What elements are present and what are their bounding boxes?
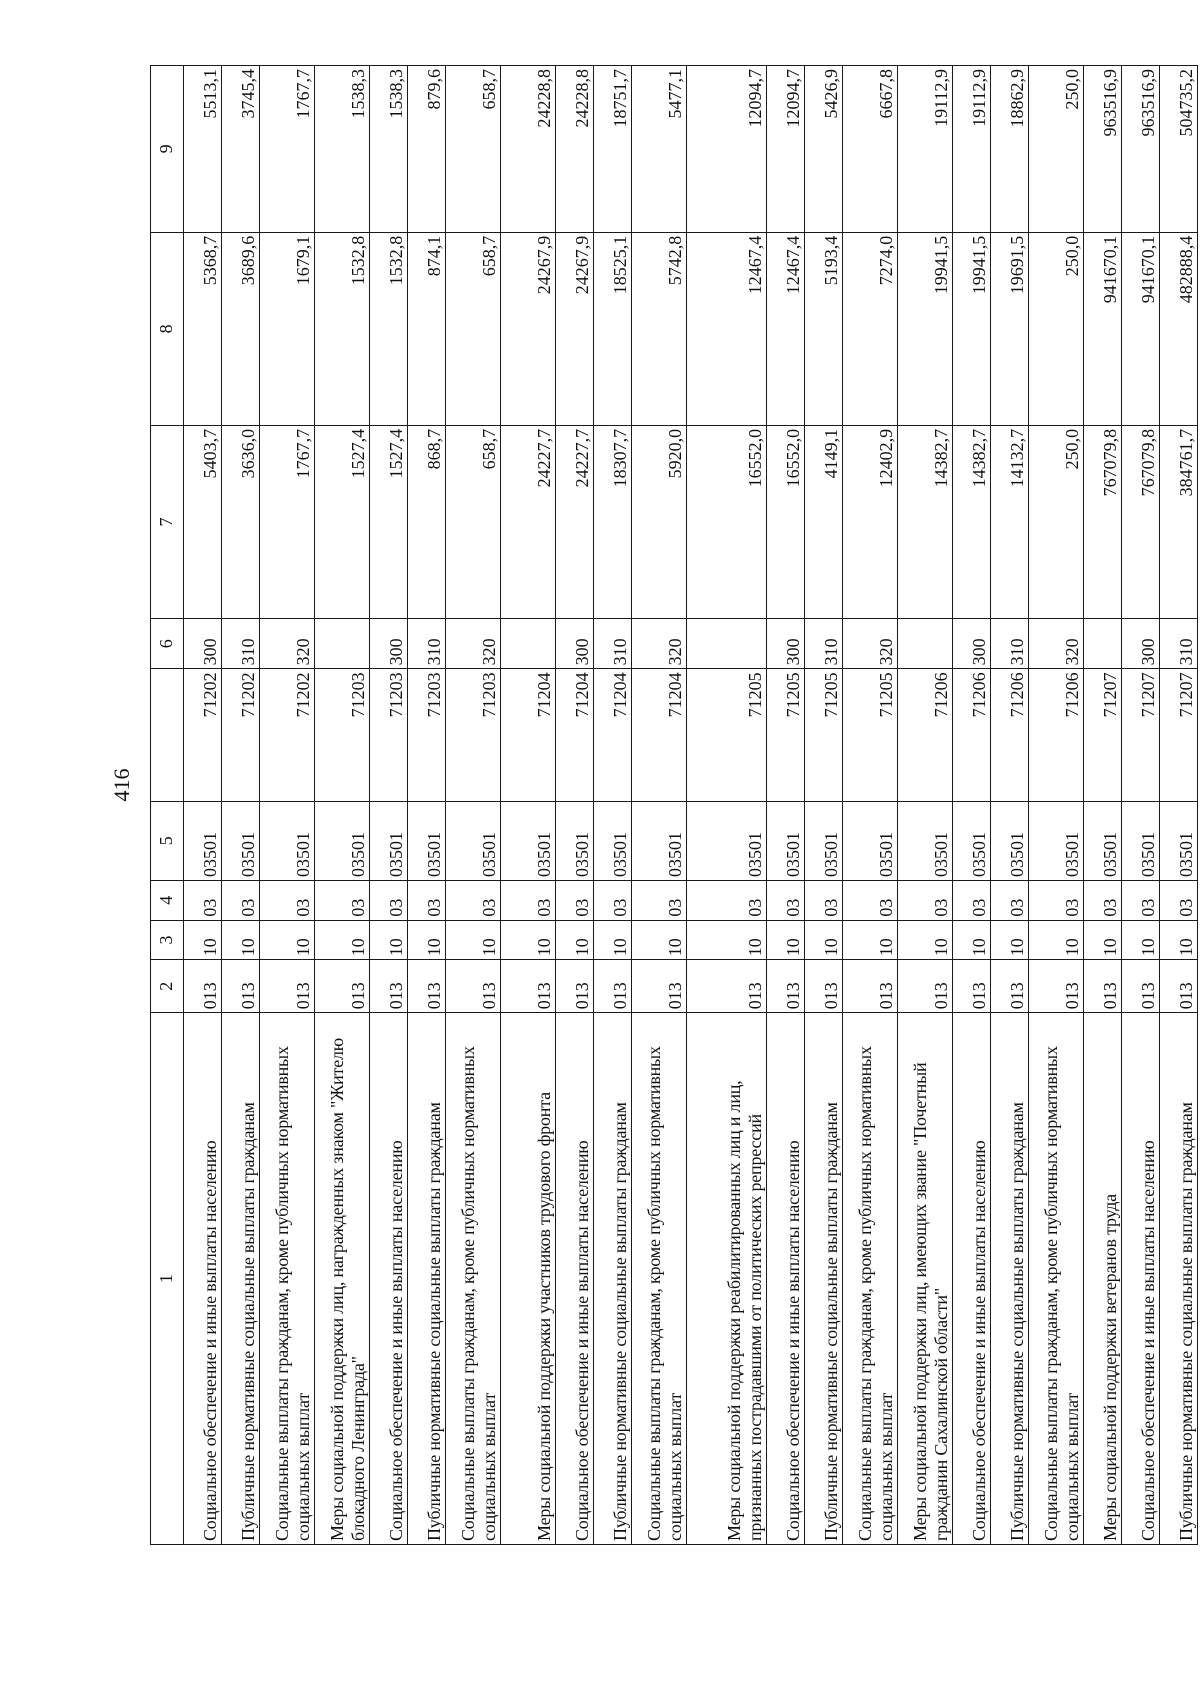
grbs-cell: 013 xyxy=(898,960,953,1013)
row-name-cell: Социальное обеспечение и иные выплаты населению xyxy=(767,1013,805,1545)
amount-year3-cell: 19112,9 xyxy=(898,66,953,233)
row-name-cell: Социальные выплаты гражданам, кроме публичных нормативных социальных выплат xyxy=(843,1013,898,1545)
amount-year2-cell: 5193,4 xyxy=(805,232,843,425)
grbs-cell: 013 xyxy=(632,960,687,1013)
target-article-cell: 71207 xyxy=(1084,669,1122,801)
amount-year2-cell: 1532,8 xyxy=(370,232,408,425)
section-cell: 10 xyxy=(556,920,594,960)
program-cell: 03501 xyxy=(315,801,370,880)
column-header-10: 9 xyxy=(151,66,184,233)
subsection-cell: 03 xyxy=(408,880,446,920)
program-cell: 03501 xyxy=(632,801,687,880)
expense-type-cell: 320 xyxy=(632,619,687,669)
amount-year1-cell: 14382,7 xyxy=(953,425,991,618)
target-article-cell: 71205 xyxy=(687,669,767,801)
subsection-cell: 03 xyxy=(805,880,843,920)
table-row xyxy=(991,66,1029,1545)
grbs-cell: 013 xyxy=(1029,960,1084,1013)
amount-year2-cell: 12467,4 xyxy=(687,232,767,425)
table-row xyxy=(687,66,767,1545)
grbs-cell: 013 xyxy=(446,960,501,1013)
grbs-cell: 013 xyxy=(315,960,370,1013)
table-row xyxy=(1029,66,1084,1545)
amount-year3-cell: 1538,3 xyxy=(370,66,408,233)
target-article-cell: 71206 xyxy=(991,669,1029,801)
amount-year2-cell: 941670,1 xyxy=(1122,232,1160,425)
column-header-4: 4 xyxy=(151,880,184,920)
grbs-cell: 013 xyxy=(1084,960,1122,1013)
expense-type-cell: 300 xyxy=(556,619,594,669)
subsection-cell: 03 xyxy=(898,880,953,920)
amount-year3-cell: 24228,8 xyxy=(501,66,556,233)
amount-year1-cell: 767079,8 xyxy=(1084,425,1122,618)
expense-type-cell: 310 xyxy=(805,619,843,669)
target-article-cell: 71203 xyxy=(408,669,446,801)
column-header-8: 7 xyxy=(151,425,184,618)
subsection-cell: 03 xyxy=(1160,880,1198,920)
amount-year1-cell: 5920,0 xyxy=(632,425,687,618)
program-cell: 03501 xyxy=(843,801,898,880)
program-cell: 03501 xyxy=(1029,801,1084,880)
amount-year1-cell: 658,7 xyxy=(446,425,501,618)
expense-type-cell xyxy=(898,619,953,669)
table-row xyxy=(805,66,843,1545)
program-cell: 03501 xyxy=(501,801,556,880)
column-header-9: 8 xyxy=(151,232,184,425)
subsection-cell: 03 xyxy=(767,880,805,920)
column-header-2: 2 xyxy=(151,960,184,1013)
program-cell: 03501 xyxy=(687,801,767,880)
column-header-7: 6 xyxy=(151,619,184,669)
row-name-cell: Социальные выплаты гражданам, кроме публичных нормативных социальных выплат xyxy=(632,1013,687,1545)
grbs-cell: 013 xyxy=(1122,960,1160,1013)
subsection-cell: 03 xyxy=(501,880,556,920)
expense-type-cell xyxy=(1084,619,1122,669)
expense-type-cell xyxy=(501,619,556,669)
amount-year3-cell: 5477,1 xyxy=(632,66,687,233)
header-row xyxy=(151,66,184,1545)
expense-type-cell: 320 xyxy=(446,619,501,669)
grbs-cell: 013 xyxy=(370,960,408,1013)
row-name-cell: Публичные нормативные социальные выплаты гражданам xyxy=(594,1013,632,1545)
amount-year2-cell: 12467,4 xyxy=(767,232,805,425)
amount-year2-cell: 19691,5 xyxy=(991,232,1029,425)
amount-year2-cell: 1679,1 xyxy=(260,232,315,425)
section-cell: 10 xyxy=(370,920,408,960)
target-article-cell: 71204 xyxy=(501,669,556,801)
amount-year3-cell: 963516,9 xyxy=(1084,66,1122,233)
amount-year2-cell: 7274,0 xyxy=(843,232,898,425)
row-name-cell: Публичные нормативные социальные выплаты гражданам xyxy=(408,1013,446,1545)
grbs-cell: 013 xyxy=(1160,960,1198,1013)
amount-year3-cell: 963516,9 xyxy=(1122,66,1160,233)
expense-type-cell: 320 xyxy=(843,619,898,669)
amount-year2-cell: 941670,1 xyxy=(1084,232,1122,425)
grbs-cell: 013 xyxy=(556,960,594,1013)
amount-year2-cell: 1532,8 xyxy=(315,232,370,425)
rotated-table-container xyxy=(150,65,1196,1545)
subsection-cell: 03 xyxy=(1084,880,1122,920)
table-row xyxy=(556,66,594,1545)
program-cell: 03501 xyxy=(953,801,991,880)
section-cell: 10 xyxy=(1122,920,1160,960)
amount-year1-cell: 16552,0 xyxy=(767,425,805,618)
amount-year3-cell: 24228,8 xyxy=(556,66,594,233)
expense-type-cell: 320 xyxy=(1029,619,1084,669)
amount-year1-cell: 14132,7 xyxy=(991,425,1029,618)
subsection-cell: 03 xyxy=(953,880,991,920)
subsection-cell: 03 xyxy=(446,880,501,920)
column-header-6 xyxy=(151,669,184,801)
table-header xyxy=(151,66,184,1545)
amount-year2-cell: 19941,5 xyxy=(953,232,991,425)
table-row xyxy=(1122,66,1160,1545)
target-article-cell: 71206 xyxy=(898,669,953,801)
expense-type-cell xyxy=(315,619,370,669)
amount-year1-cell: 24227,7 xyxy=(501,425,556,618)
subsection-cell: 03 xyxy=(843,880,898,920)
subsection-cell: 03 xyxy=(315,880,370,920)
section-cell: 10 xyxy=(805,920,843,960)
expense-type-cell: 310 xyxy=(991,619,1029,669)
column-header-5: 5 xyxy=(151,801,184,880)
amount-year1-cell: 4149,1 xyxy=(805,425,843,618)
subsection-cell: 03 xyxy=(370,880,408,920)
section-cell: 10 xyxy=(991,920,1029,960)
amount-year1-cell: 250,0 xyxy=(1029,425,1084,618)
amount-year2-cell: 874,1 xyxy=(408,232,446,425)
row-name-cell: Публичные нормативные социальные выплаты гражданам xyxy=(222,1013,260,1545)
amount-year2-cell: 3689,6 xyxy=(222,232,260,425)
row-name-cell: Публичные нормативные социальные выплаты гражданам xyxy=(805,1013,843,1545)
section-cell: 10 xyxy=(843,920,898,960)
row-name-cell: Публичные нормативные социальные выплаты гражданам xyxy=(1160,1013,1198,1545)
subsection-cell: 03 xyxy=(260,880,315,920)
amount-year1-cell: 14382,7 xyxy=(898,425,953,618)
target-article-cell: 71205 xyxy=(843,669,898,801)
row-name-cell: Меры социальной поддержки реабилитированных лиц и лиц, признанных пострадавшими от политических репрессий xyxy=(687,1013,767,1545)
table-body xyxy=(184,66,1198,1545)
row-name-cell: Социальное обеспечение и иные выплаты населению xyxy=(1122,1013,1160,1545)
target-article-cell: 71202 xyxy=(222,669,260,801)
target-article-cell: 71203 xyxy=(370,669,408,801)
amount-year2-cell: 24267,9 xyxy=(556,232,594,425)
expense-type-cell: 300 xyxy=(1122,619,1160,669)
amount-year3-cell: 5513,1 xyxy=(184,66,222,233)
section-cell: 10 xyxy=(953,920,991,960)
table-row xyxy=(843,66,898,1545)
amount-year1-cell: 868,7 xyxy=(408,425,446,618)
amount-year3-cell: 6667,8 xyxy=(843,66,898,233)
grbs-cell: 013 xyxy=(767,960,805,1013)
row-name-cell: Публичные нормативные социальные выплаты гражданам xyxy=(991,1013,1029,1545)
amount-year2-cell: 24267,9 xyxy=(501,232,556,425)
grbs-cell: 013 xyxy=(222,960,260,1013)
table-row xyxy=(1084,66,1122,1545)
section-cell: 10 xyxy=(767,920,805,960)
table-row xyxy=(370,66,408,1545)
expense-type-cell: 310 xyxy=(594,619,632,669)
table-row xyxy=(767,66,805,1545)
amount-year1-cell: 1767,7 xyxy=(260,425,315,618)
amount-year3-cell: 1767,7 xyxy=(260,66,315,233)
program-cell: 03501 xyxy=(556,801,594,880)
table-row xyxy=(898,66,953,1545)
section-cell: 10 xyxy=(1029,920,1084,960)
target-article-cell: 71205 xyxy=(805,669,843,801)
amount-year2-cell: 19941,5 xyxy=(898,232,953,425)
program-cell: 03501 xyxy=(898,801,953,880)
grbs-cell: 013 xyxy=(501,960,556,1013)
program-cell: 03501 xyxy=(1122,801,1160,880)
program-cell: 03501 xyxy=(1160,801,1198,880)
subsection-cell: 03 xyxy=(222,880,260,920)
target-article-cell: 71203 xyxy=(315,669,370,801)
grbs-cell: 013 xyxy=(805,960,843,1013)
amount-year1-cell: 24227,7 xyxy=(556,425,594,618)
amount-year3-cell: 504735,2 xyxy=(1160,66,1198,233)
budget-table xyxy=(150,65,1198,1545)
program-cell: 03501 xyxy=(408,801,446,880)
section-cell: 10 xyxy=(446,920,501,960)
expense-type-cell: 300 xyxy=(767,619,805,669)
target-article-cell: 71204 xyxy=(594,669,632,801)
amount-year2-cell: 658,7 xyxy=(446,232,501,425)
section-cell: 10 xyxy=(184,920,222,960)
section-cell: 10 xyxy=(687,920,767,960)
table-row xyxy=(501,66,556,1545)
amount-year3-cell: 879,6 xyxy=(408,66,446,233)
subsection-cell: 03 xyxy=(594,880,632,920)
amount-year1-cell: 18307,7 xyxy=(594,425,632,618)
row-name-cell: Меры социальной поддержки лиц, награжденных знаком "Жителю блокадного Ленинграда" xyxy=(315,1013,370,1545)
grbs-cell: 013 xyxy=(594,960,632,1013)
row-name-cell: Меры социальной поддержки участников трудового фронта xyxy=(501,1013,556,1545)
subsection-cell: 03 xyxy=(632,880,687,920)
subsection-cell: 03 xyxy=(1029,880,1084,920)
column-header-3: 3 xyxy=(151,920,184,960)
expense-type-cell: 300 xyxy=(184,619,222,669)
program-cell: 03501 xyxy=(767,801,805,880)
target-article-cell: 71206 xyxy=(1029,669,1084,801)
section-cell: 10 xyxy=(1084,920,1122,960)
target-article-cell: 71207 xyxy=(1122,669,1160,801)
row-name-cell: Социальное обеспечение и иные выплаты населению xyxy=(370,1013,408,1545)
table-row xyxy=(408,66,446,1545)
target-article-cell: 71202 xyxy=(184,669,222,801)
target-article-cell: 71205 xyxy=(767,669,805,801)
section-cell: 10 xyxy=(594,920,632,960)
target-article-cell: 71207 xyxy=(1160,669,1198,801)
amount-year3-cell: 12094,7 xyxy=(687,66,767,233)
section-cell: 10 xyxy=(898,920,953,960)
grbs-cell: 013 xyxy=(687,960,767,1013)
subsection-cell: 03 xyxy=(556,880,594,920)
program-cell: 03501 xyxy=(446,801,501,880)
grbs-cell: 013 xyxy=(991,960,1029,1013)
row-name-cell: Социальное обеспечение и иные выплаты населению xyxy=(184,1013,222,1545)
row-name-cell: Социальные выплаты гражданам, кроме публичных нормативных социальных выплат xyxy=(446,1013,501,1545)
row-name-cell: Социальные выплаты гражданам, кроме публичных нормативных социальных выплат xyxy=(1029,1013,1084,1545)
expense-type-cell: 310 xyxy=(1160,619,1198,669)
table-row xyxy=(315,66,370,1545)
table-row xyxy=(260,66,315,1545)
table-row xyxy=(953,66,991,1545)
amount-year2-cell: 5742,8 xyxy=(632,232,687,425)
program-cell: 03501 xyxy=(370,801,408,880)
amount-year3-cell: 1538,3 xyxy=(315,66,370,233)
column-header-1: 1 xyxy=(151,1013,184,1545)
section-cell: 10 xyxy=(1160,920,1198,960)
amount-year3-cell: 5426,9 xyxy=(805,66,843,233)
program-cell: 03501 xyxy=(594,801,632,880)
subsection-cell: 03 xyxy=(184,880,222,920)
table-row xyxy=(1160,66,1198,1545)
amount-year1-cell: 16552,0 xyxy=(687,425,767,618)
amount-year3-cell: 658,7 xyxy=(446,66,501,233)
amount-year2-cell: 482888,4 xyxy=(1160,232,1198,425)
row-name-cell: Меры социальной поддержки ветеранов труда xyxy=(1084,1013,1122,1545)
target-article-cell: 71202 xyxy=(260,669,315,801)
target-article-cell: 71204 xyxy=(632,669,687,801)
program-cell: 03501 xyxy=(805,801,843,880)
program-cell: 03501 xyxy=(991,801,1029,880)
expense-type-cell: 310 xyxy=(408,619,446,669)
grbs-cell: 013 xyxy=(408,960,446,1013)
grbs-cell: 013 xyxy=(843,960,898,1013)
program-cell: 03501 xyxy=(184,801,222,880)
section-cell: 10 xyxy=(501,920,556,960)
amount-year1-cell: 3636,0 xyxy=(222,425,260,618)
amount-year1-cell: 12402,9 xyxy=(843,425,898,618)
table-row xyxy=(632,66,687,1545)
row-name-cell: Социальные выплаты гражданам, кроме публичных нормативных социальных выплат xyxy=(260,1013,315,1545)
expense-type-cell: 310 xyxy=(222,619,260,669)
table-row xyxy=(594,66,632,1545)
expense-type-cell: 300 xyxy=(370,619,408,669)
amount-year3-cell: 18751,7 xyxy=(594,66,632,233)
grbs-cell: 013 xyxy=(184,960,222,1013)
table-row xyxy=(222,66,260,1545)
amount-year2-cell: 5368,7 xyxy=(184,232,222,425)
amount-year3-cell: 18862,9 xyxy=(991,66,1029,233)
amount-year1-cell: 5403,7 xyxy=(184,425,222,618)
section-cell: 10 xyxy=(260,920,315,960)
target-article-cell: 71203 xyxy=(446,669,501,801)
amount-year1-cell: 1527,4 xyxy=(315,425,370,618)
expense-type-cell xyxy=(687,619,767,669)
table-row xyxy=(446,66,501,1545)
section-cell: 10 xyxy=(408,920,446,960)
row-name-cell: Социальное обеспечение и иные выплаты населению xyxy=(953,1013,991,1545)
program-cell: 03501 xyxy=(222,801,260,880)
expense-type-cell: 320 xyxy=(260,619,315,669)
grbs-cell: 013 xyxy=(953,960,991,1013)
amount-year1-cell: 767079,8 xyxy=(1122,425,1160,618)
amount-year2-cell: 18525,1 xyxy=(594,232,632,425)
amount-year1-cell: 1527,4 xyxy=(370,425,408,618)
amount-year3-cell: 12094,7 xyxy=(767,66,805,233)
subsection-cell: 03 xyxy=(687,880,767,920)
row-name-cell: Социальное обеспечение и иные выплаты населению xyxy=(556,1013,594,1545)
program-cell: 03501 xyxy=(260,801,315,880)
target-article-cell: 71204 xyxy=(556,669,594,801)
amount-year2-cell: 250,0 xyxy=(1029,232,1084,425)
program-cell: 03501 xyxy=(1084,801,1122,880)
amount-year1-cell: 384761,7 xyxy=(1160,425,1198,618)
grbs-cell: 013 xyxy=(260,960,315,1013)
section-cell: 10 xyxy=(632,920,687,960)
amount-year3-cell: 3745,4 xyxy=(222,66,260,233)
row-name-cell: Меры социальной поддержки лиц, имеющих звание "Почетный гражданин Сахалинской области" xyxy=(898,1013,953,1545)
section-cell: 10 xyxy=(315,920,370,960)
target-article-cell: 71206 xyxy=(953,669,991,801)
subsection-cell: 03 xyxy=(1122,880,1160,920)
amount-year3-cell: 250,0 xyxy=(1029,66,1084,233)
subsection-cell: 03 xyxy=(991,880,1029,920)
amount-year3-cell: 19112,9 xyxy=(953,66,991,233)
page-number: 416 xyxy=(109,768,134,802)
table-row xyxy=(184,66,222,1545)
section-cell: 10 xyxy=(222,920,260,960)
expense-type-cell: 300 xyxy=(953,619,991,669)
